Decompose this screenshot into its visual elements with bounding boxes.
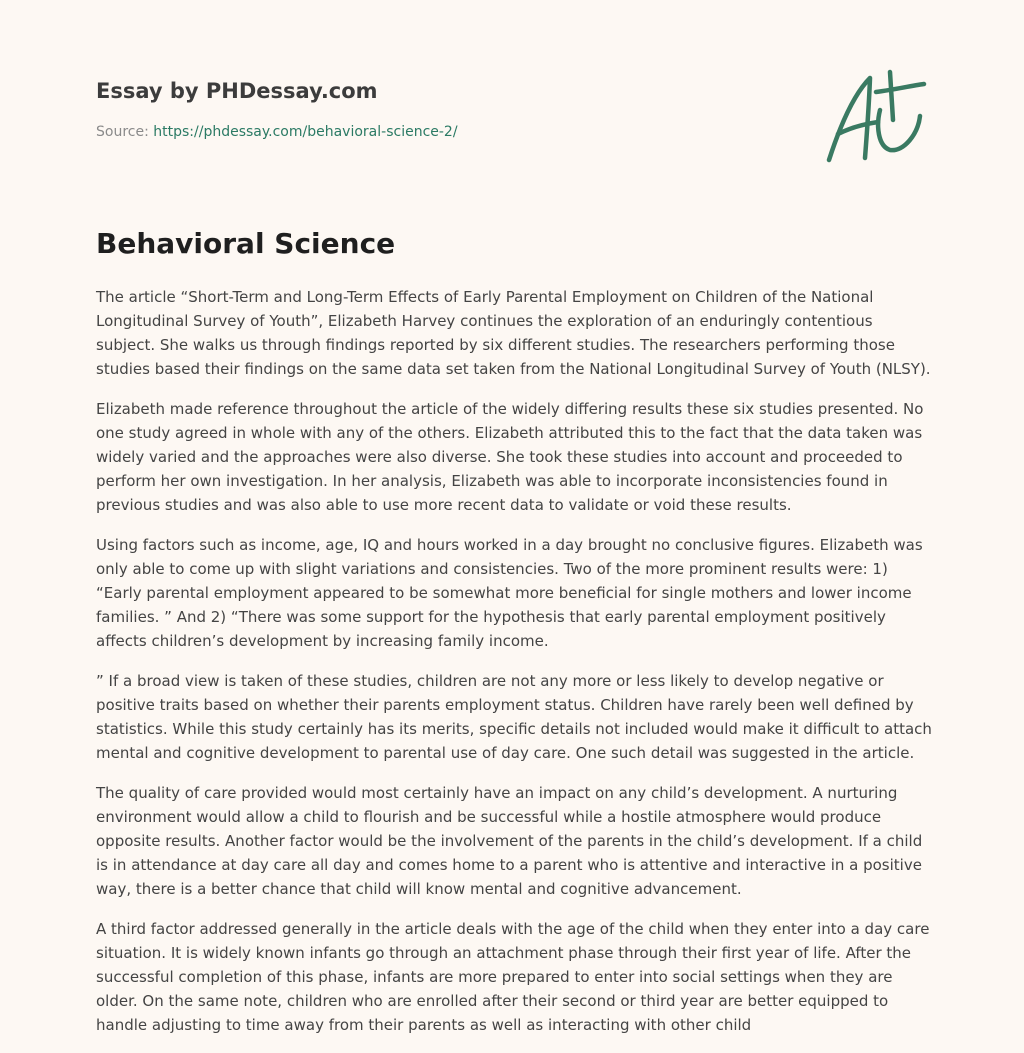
- essay-paragraph: A third factor addressed generally in the article deals with the age of the child when they enter into a day care situation. It is widely known infants go through an attachment phase through their first year of life. After the successful completion of this phase, infants are more prepared to enter into social settings when they are older. On the same note, children who are enrolled after their second or third year are better equipped to handle adjusting to time away from their parents as well as interacting with other child: [96, 920, 930, 1034]
- page-header: [96, 78, 696, 141]
- essay-paragraph: Using factors such as income, age, IQ and hours worked in a day brought no conclusive figures. Elizabeth was only able to come up with slight variations and consistencies. Two of the more prominent results were: 1) “Early parental employment appeared to be somewhat more beneficial for single mothers and lower income families. ” And 2) “There was some support for the hypothesis that early parental employment positively affects children’s development by increasing family income.: [96, 536, 923, 650]
- essay-paragraph: ” If a broad view is taken of these studies, children are not any more or less likely to develop negative or positive traits based on whether their parents employment status. Children have rarely been well defined by statistics. While this study certainly has its merits, specific details not included would make it difficult to attach mental and cognitive development to parental use of day care. One such detail was suggested in the article.: [96, 672, 932, 762]
- essay-paragraph: The article “Short-Term and Long-Term Effects of Early Parental Employment on Children of the National Longitudinal Survey of Youth”, Elizabeth Harvey continues the exploration of an enduringly contentious subject. She walks us through findings reported by six different studies. The researchers performing those studies based their findings on the same data set taken from the National Longitudinal Survey of Youth (NLSY).: [96, 288, 931, 378]
- a-plus-grade-icon: [820, 64, 932, 168]
- essay-paragraph: The quality of care provided would most certainly have an impact on any child’s development. A nurturing environment would allow a child to flourish and be successful while a hostile atmosphere would produce opposite results. Another factor would be the involvement of the parents in the child’s development. If a child is in attendance at day care all day and comes home to a parent who is attentive and interactive in a positive way, there is a better chance that child will know mental and cognitive advancement.: [96, 784, 923, 898]
- source-line: [96, 123, 696, 141]
- source-label: Source:: [96, 124, 154, 140]
- essay-title: Behavioral Science: [96, 227, 396, 260]
- essay-body: [96, 285, 936, 1053]
- source-link[interactable]: https://phdessay.com/behavioral-science-2/: [153, 124, 458, 140]
- essay-paragraph: Elizabeth made reference throughout the article of the widely differing results these six studies presented. No one study agreed in whole with any of the others. Elizabeth attributed this to the fact that the data taken was widely varied and the approaches were also diverse. She took these studies into account and proceeded to perform her own investigation. In her analysis, Elizabeth was able to incorporate inconsistencies found in previous studies and was also able to use more recent data to validate or void these results.: [96, 400, 924, 514]
- site-title: Essay by PHDessay.com: [96, 79, 378, 103]
